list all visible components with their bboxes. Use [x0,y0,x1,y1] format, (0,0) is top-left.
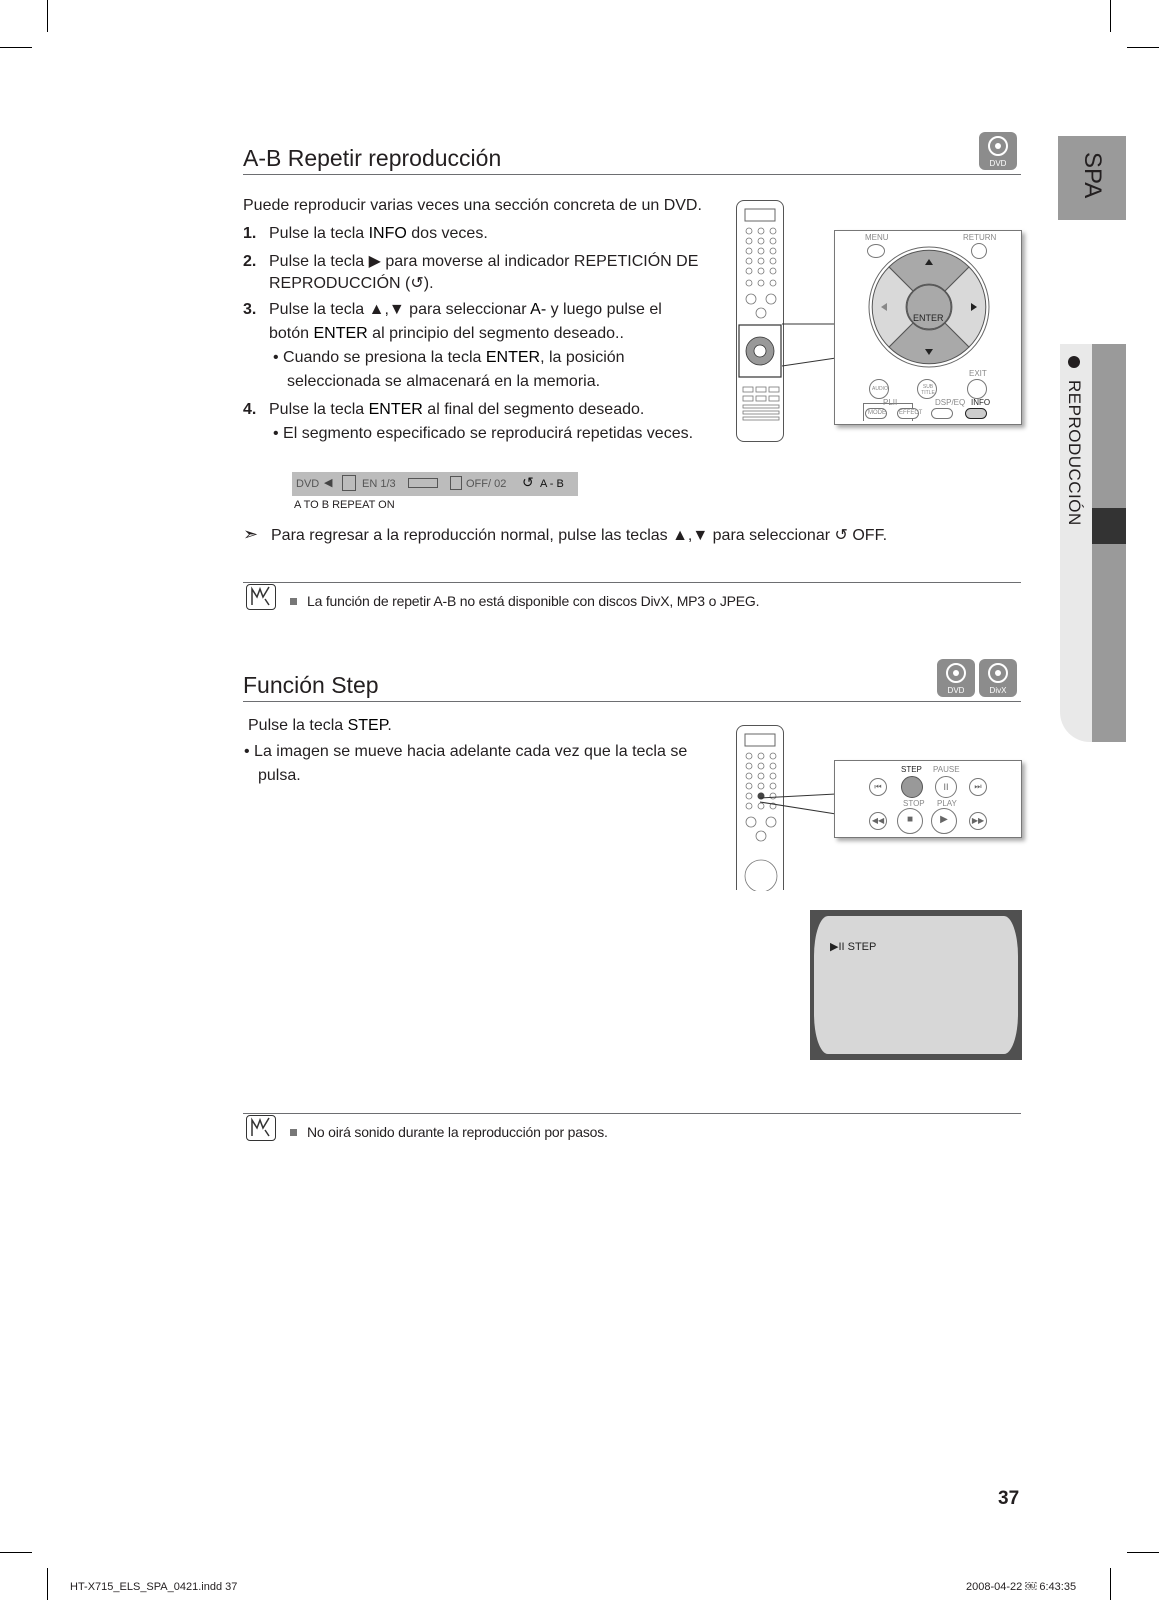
osd-title: EN 1/3 [362,478,396,490]
info-label: INFO [971,398,991,407]
dspeq-button[interactable] [931,408,953,419]
section2-body: Pulse la tecla STEP. • La imagen se mueve hacia adelante cada vez que la tecla se pulsa. [248,714,718,788]
language-tab [1058,136,1126,220]
zoom-connector [758,790,838,820]
chapter-tab-marker [1092,508,1126,544]
menu-label: MENU [865,233,889,242]
rewind-button[interactable]: ◀◀ [869,812,887,830]
remote-buttons-icon [737,201,785,441]
play-button[interactable]: ▶ [931,808,957,834]
stop-label: STOP [903,799,925,808]
mode-button[interactable]: MODE [865,408,887,419]
footer-date: 2008-04-22 ￼ 6:43:35 [966,1581,1077,1593]
exit-label: EXIT [969,369,987,378]
osd-bar [292,472,578,496]
subtitle-button[interactable]: SUB TITLE [917,379,937,399]
dvd-disc-icon [979,132,1017,170]
return-label: RETURN [963,233,997,242]
chapter-dot [1068,356,1080,368]
crop-mark [47,0,48,32]
effect-button[interactable]: EFFECT [897,408,919,419]
chapter-label: REPRODUCCIÓN [1065,380,1084,526]
tv-display [814,916,1018,1054]
page-number: 37 [998,1488,1020,1509]
osd-dolby-icon [408,478,438,488]
step-2: 2. Pulse la tecla ▶ para moverse al indicador REPETICIÓN DE REPRODUCCIÓN (↺). [243,253,699,292]
dvd-disc-icon: DVD [937,659,975,697]
zoom-connector [780,320,840,380]
audio-button[interactable]: AUDIO [869,379,889,399]
disc-label: DVD [989,159,1007,168]
crop-mark [1110,0,1111,32]
osd-repeat: A - B [540,478,564,490]
step-button[interactable] [901,776,923,798]
osd-dvd: DVD [296,478,320,490]
tv-step-text: ▶II STEP [830,941,877,953]
section1-body [243,194,723,446]
tv-screen [810,910,1022,1060]
step-instruction: Pulse la tecla STEP. [248,717,392,734]
navigation-pad-icon [867,245,991,369]
section-rule [243,174,1021,175]
step-bullet: • La imagen se mueve hacia adelante cada vez que la tecla se [244,743,688,760]
exit-button[interactable] [967,379,987,399]
section-title-step: Función Step [243,672,379,698]
crop-mark [47,1568,48,1600]
divx-disc-icon: DivX [979,659,1017,697]
remote-zoom-navigation [834,230,1022,425]
step-1: 1. Pulse la tecla INFO dos veces. [243,225,488,242]
next-button[interactable]: ⏭ [969,778,987,796]
section-title-ab-repeat: A-B Repetir reproducción [243,145,502,171]
pl2-label: PLII [883,398,898,407]
crop-mark [1127,1552,1159,1553]
note-rule [243,582,1021,583]
crop-mark [0,1552,32,1553]
crop-mark [1127,47,1159,48]
footer-file: HT-X715_ELS_SPA_0421.indd 37 [70,1581,238,1593]
tip-arrow-icon: ➣ [243,524,259,544]
note-text-1: La función de repetir A-B no está disponible con discos DivX, MP3 o JPEG. [290,593,759,609]
crop-mark [0,47,32,48]
note-icon [246,584,276,610]
note-icon [246,1115,276,1141]
language-label: SPA [1079,152,1106,199]
crop-mark [1110,1568,1111,1600]
note-rule [243,1113,1021,1114]
step-4: 4. Pulse la tecla ENTER al final del segmento deseado. • El segmento especificado se reproducirá repetidas veces. [243,401,694,442]
osd-repeat-icon: ↺ [522,474,534,490]
note-text-2: No oirá sonido durante la reproducción por pasos. [290,1124,608,1140]
dspeq-label: DSP/EQ [935,398,966,407]
remote-control-illustration [736,200,784,442]
osd-title-icon [342,475,356,491]
prev-button[interactable]: ⏮ [869,778,887,796]
osd-caption: A TO B REPEAT ON [294,499,395,511]
step-3: 3. Pulse la tecla ▲,▼ para seleccionar A- y luego pulse el botón ENTER al principio del segmento deseado.. • Cuando se presiona la tecla ENTER, la posición seleccionada se almacenará en la memoria. [243,301,662,390]
stop-button[interactable]: ■ [897,808,923,834]
osd-subtitle: OFF/ 02 [466,478,507,490]
tip-text: Para regresar a la reproducción normal, pulse las teclas ▲,▼ para seleccionar ↺ OFF. [271,527,888,544]
info-button[interactable] [965,408,987,419]
forward-button[interactable]: ▶▶ [969,812,987,830]
step-label: STEP [901,765,922,774]
osd-subtitle-icon [450,476,462,490]
osd-left-arrow-icon: ◀ [324,477,333,489]
remote-zoom-step [834,760,1022,838]
intro-text: Puede reproducir varias veces una sección concreta de un DVD. [243,197,702,214]
pause-button[interactable]: II [935,776,957,798]
section-rule [243,701,1021,702]
play-label: PLAY [937,799,957,808]
pause-label: PAUSE [933,765,960,774]
enter-label: ENTER [913,313,944,323]
